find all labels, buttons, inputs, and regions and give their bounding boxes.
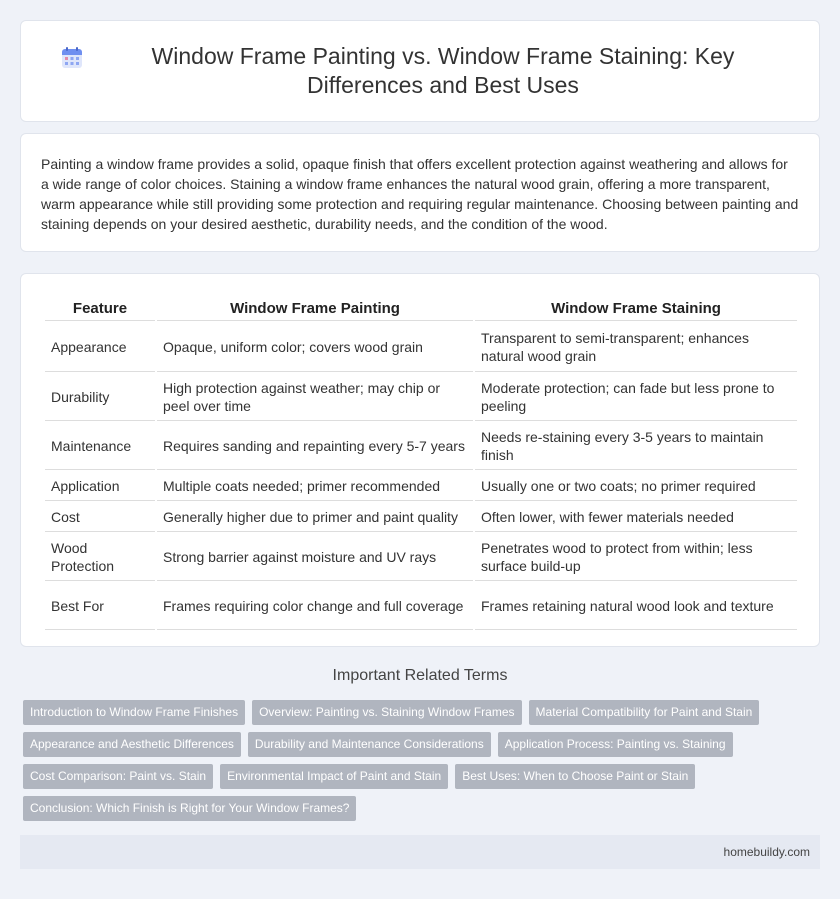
cell-staining: Often lower, with fewer materials needed	[475, 503, 797, 532]
cell-staining: Penetrates wood to protect from within; less surface build-up	[475, 534, 797, 581]
cell-feature: Best For	[45, 583, 155, 630]
page-title: Window Frame Painting vs. Window Frame Staining: Key Differences and Best Uses	[151, 43, 735, 98]
related-tag[interactable]: Material Compatibility for Paint and Stain	[529, 700, 760, 725]
related-tag[interactable]: Conclusion: Which Finish is Right for Your Window Frames?	[23, 796, 356, 821]
cell-staining: Transparent to semi-transparent; enhances natural wood grain	[475, 323, 797, 372]
cell-feature: Wood Protection	[45, 534, 155, 581]
table-row	[45, 323, 797, 372]
cell-painting: Strong barrier against moisture and UV rays	[157, 534, 473, 581]
table-header-row	[45, 296, 797, 321]
table-row	[45, 374, 797, 421]
cell-staining: Moderate protection; can fade but less prone to peeling	[475, 374, 797, 421]
table-row	[45, 534, 797, 581]
cell-painting: Frames requiring color change and full coverage	[157, 583, 473, 630]
cell-painting: Generally higher due to primer and paint quality	[157, 503, 473, 532]
header-staining: Window Frame Staining	[475, 296, 797, 321]
footer-site[interactable]: homebuildy.com	[723, 845, 810, 859]
related-terms-tags	[23, 700, 823, 828]
footer	[20, 835, 820, 869]
table-row	[45, 472, 797, 501]
title-wrap	[61, 42, 779, 100]
table-row	[45, 423, 797, 470]
header-painting: Window Frame Painting	[157, 296, 473, 321]
cell-staining: Needs re-staining every 3-5 years to maintain finish	[475, 423, 797, 470]
cell-painting: Opaque, uniform color; covers wood grain	[157, 323, 473, 372]
cell-feature: Maintenance	[45, 423, 155, 470]
cell-feature: Cost	[45, 503, 155, 532]
header-feature: Feature	[45, 296, 155, 321]
intro-card	[20, 133, 820, 252]
table-row	[45, 583, 797, 630]
cell-painting: High protection against weather; may chip or peel over time	[157, 374, 473, 421]
related-tag[interactable]: Best Uses: When to Choose Paint or Stain	[455, 764, 695, 789]
calendar-icon	[61, 47, 83, 69]
cell-staining: Usually one or two coats; no primer required	[475, 472, 797, 501]
comparison-table	[43, 294, 799, 632]
comparison-card	[20, 273, 820, 647]
table-row	[45, 503, 797, 532]
related-terms-title: Important Related Terms	[332, 667, 508, 684]
related-tag[interactable]: Cost Comparison: Paint vs. Stain	[23, 764, 213, 789]
cell-painting: Requires sanding and repainting every 5-7 years	[157, 423, 473, 470]
related-tag[interactable]: Application Process: Painting vs. Staining	[498, 732, 733, 757]
cell-feature: Appearance	[45, 323, 155, 372]
cell-staining: Frames retaining natural wood look and texture	[475, 583, 797, 630]
related-tag[interactable]: Introduction to Window Frame Finishes	[23, 700, 245, 725]
intro-paragraph: Painting a window frame provides a solid, opaque finish that offers excellent protection against weathering and allows for a wide range of color choices. Staining a window frame enhances the natural wood grain, offering a more transparent, warm appearance while still providing some protection and requiring regular maintenance. Choosing between painting and staining depends on your desired aesthetic, durability needs, and the condition of the wood.	[41, 156, 799, 232]
related-tag[interactable]: Appearance and Aesthetic Differences	[23, 732, 241, 757]
title-card	[20, 20, 820, 122]
related-tag[interactable]: Environmental Impact of Paint and Stain	[220, 764, 448, 789]
cell-painting: Multiple coats needed; primer recommended	[157, 472, 473, 501]
cell-feature: Durability	[45, 374, 155, 421]
related-tag[interactable]: Durability and Maintenance Considerations	[248, 732, 491, 757]
cell-feature: Application	[45, 472, 155, 501]
related-tag[interactable]: Overview: Painting vs. Staining Window Frames	[252, 700, 521, 725]
